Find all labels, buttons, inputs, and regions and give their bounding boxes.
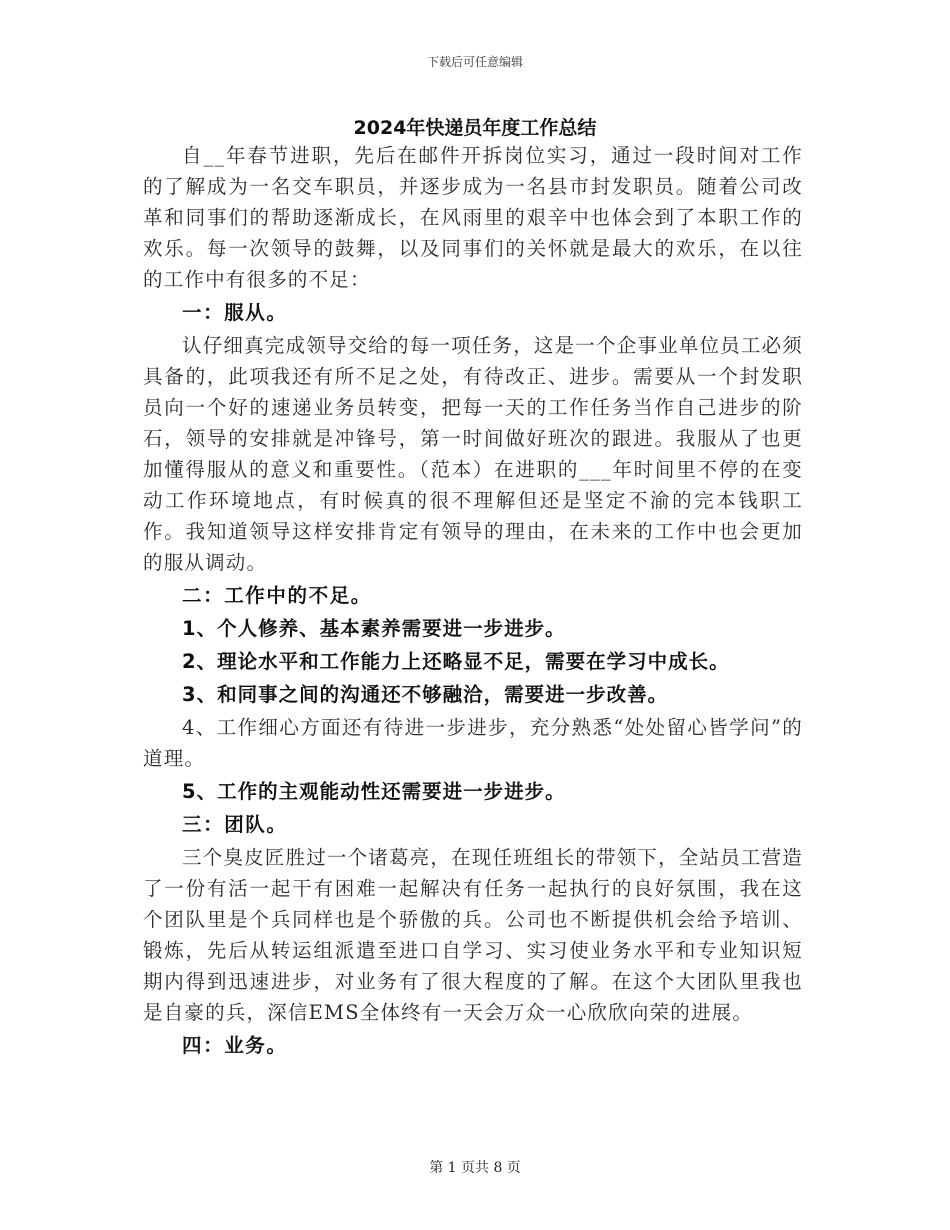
page-number: 第 1 页共 8 页 [429,1160,521,1176]
shortcoming-item-2: 2、理论水平和工作能力上还略显不足，需要在学习中成长。 [182,650,730,673]
shortcoming-item-1: 1、个人修养、基本素养需要进一步进步。 [182,617,566,640]
document-title: 2024年快递员年度工作总结 [353,117,597,139]
section-heading-business: 四：业务。 [182,1034,288,1057]
section-heading-obedience: 一：服从。 [182,301,288,324]
paragraph-team: 三个臭皮匠胜过一个诸葛亮，在现任班组长的带领下，全站员工营造了一份有活一起干有困难一起解决有任务一起执行的良好氛围，我在这个团队里是个兵同样也是个骄傲的兵。公司也不断提供机会给予培训、锻炼，先后从转运组派遣至进口自学习、实习使业务水平和专业知识短期内得到迅速进步，对业务有了很大程度的了解。在这个大团队里我也是自豪的兵，深信EMS全体终有一天会万众一心欣欣向荣的进展。 [143,846,804,1024]
paragraph-obedience: 认仔细真完成领导交给的每一项任务，这是一个企事业单位员工必须具备的，此项我还有所不足之处，有待改正、进步。需要从一个封发职员向一个好的速递业务员转变，把每一天的工作任务当作自己进步的阶石，领导的安排就是冲锋号，第一时间做好班次的跟进。我服从了也更加懂得服从的意义和重要性。（范本）在进职的___年时间里不停的在变动工作环境地点，有时候真的很不理解但还是坚定不渝的完本钱职工作。我知道领导这样安排肯定有领导的理由，在未来的工作中也会更加的服从调动。 [143,334,804,574]
paragraph-intro: 自__年春节进职，先后在邮件开拆岗位实习，通过一段时间对工作的了解成为一名交车职员，并逐步成为一名县市封发职员。随着公司改革和同事们的帮助逐渐成长，在风雨里的艰辛中也体会到了本职工作的欢乐。每一次领导的鼓舞，以及同事们的关怀就是最大的欢乐，在以往的工作中有很多的不足： [143,144,803,291]
shortcoming-item-3: 3、和同事之间的沟通还不够融洽，需要进一步改善。 [182,683,669,706]
document-body [143,140,803,1063]
section-heading-shortcomings: 二：工作中的不足。 [182,584,372,607]
section-heading-team: 三：团队。 [182,813,288,836]
header-note: 下载后可任意编辑 [426,55,523,69]
shortcoming-item-5: 5、工作的主观能动性还需要进一步进步。 [182,780,566,803]
shortcoming-item-4: 4、工作细心方面还有待进一步进步，充分熟悉“处处留心皆学问”的道理。 [143,716,803,770]
